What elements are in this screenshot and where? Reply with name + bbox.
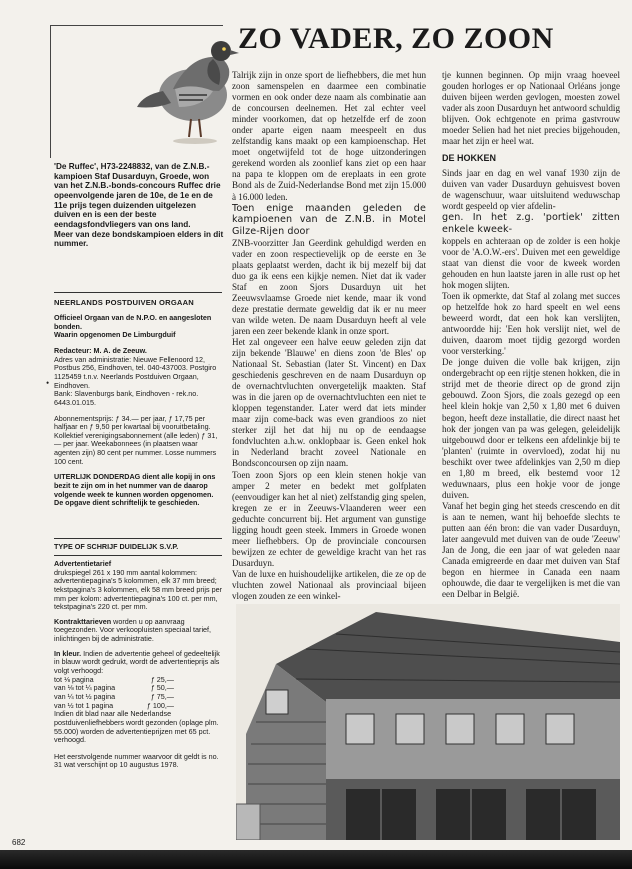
caption-more: Meer van deze bondskampioen elders in dit nummer.	[54, 229, 224, 249]
article-paragraph-underlined: Toen enige maanden geleden de kampioenen van de Z.N.B. in Motel Gilze-Rijen door	[232, 202, 426, 237]
article-column-2	[442, 70, 620, 648]
divider	[54, 292, 222, 293]
masthead-deadline: UITERLIJK DONDERDAG dient alle kopij in ons bezit te zijn om in het nummer van de daarop volgende week te kunnen worden opgenomen. De opgave dient schriftelijk te geschieden.	[54, 472, 216, 508]
rates-heading: Advertentietarief	[54, 559, 112, 568]
masthead-address: Adres van administratie: Nieuwe Fellenoord 12, Postbus 256, Eindhoven, tel. 040-437003. Postgiro 1125459 t.n.v. Neerlands Postduiven Orgaan, Eindhoven.	[54, 354, 217, 390]
rates-text: drukspiegel 261 x 190 mm aantal kolommen: advertentiepagina's 5 kolommen, elk 37 mm breed; tekstpagina's 3 kolommen, elk 58 mm breed prijs per mm per kolom: advertentiepagina's 100 ct. per mm, tekstpagina's 220 ct. per mm.	[54, 567, 222, 612]
ad-rates	[54, 560, 224, 770]
contract-heading: Kontrakttarieven	[54, 616, 112, 626]
article-paragraph-underlined: gen. In het z.g. 'portiek' zitten enkele kweek-	[442, 212, 620, 236]
masthead-official: Officieel Orgaan van de N.P.O. en aangesloten bonden.	[54, 313, 212, 331]
masthead-editor: Redacteur: M. A. de Zeeuw.	[54, 346, 147, 356]
masthead-merged: Waarin opgenomen De Limburgduif	[54, 330, 176, 340]
article-paragraph: Vanaf het begin ging het steeds crescendo en dit is aan te nemen, want hij behoefde slechts te putten aan één bron: die van vader Dusarduyn, later aangevuld met duiven van de oude 'Zeeuw' Jan de Jong, die een jaar of wat geleden naar Canada emigreerde en daar met duiven van Staf begon en hiermee in Canada een naam ophouwde, die daar te vergelijken is met die van een Delbar in België.	[442, 500, 620, 600]
article-title: ZO VADER, ZO ZOON	[238, 22, 554, 55]
scan-edge	[0, 850, 632, 869]
article-paragraph: De jonge duiven die volle bak krijgen, zijn ondergebracht op een rijtje stenen hokken, die in strijd met de theorie direct op de grond zijn gebouwd. Zoon Sjors, die zoals gezegd op een heel klein hokje van 2,50 x 1,80 met 6 duiven begon, heeft deze installatie, die direct naast het hok der jongen van pa was gelegen, geleidelijk uitgebouwd door er telkens een afdelinkje bij te 'planten' (ruimte in overvloed), zodat hij nu beschikt over twee afdelinkjes van 2,50 m diep en 1,80 m breed, elk bestemd voor 12 weduwnaars, plus een hokje voor de jonge duiven.	[442, 357, 620, 500]
color-text: Indien de advertentie geheel of gedeeltelijk in blauw wordt gedrukt, wordt de advertentieprijs als volgt verhoogd:	[54, 648, 220, 676]
print-notice	[54, 543, 224, 552]
contract-text: worden u op aanvraag toegezonden. Voor verkoopluisten speciaal tarief, inlichtingen bij de administratie.	[54, 616, 212, 644]
article-paragraph: Het zal ongeveer een halve eeuw geleden zijn dat zijn bekende 'Blauwe' en diens zoon 'de Bles' op Nationaal St. Sebastian (later St. Vincent) en Dax geschiedenis geschreven en de naam Dusarduyn op de overnachtvluchten onvergetelijk maakten. Staf was in die jaren op de overnachtvluchten een niet te kloppen tegenstander. Later werd dat iets minder maar zijn come-back was even grandioos zo niet sterker zijl het dat hij nu op de eendaagse fondvluchten a.h.w. onklopbaar is. Geen enkel hok in Nederland bracht zoveel Nationale en Bondsconcoursen op zijn naam.	[232, 336, 426, 469]
color-price-table	[54, 676, 174, 711]
article-paragraph: Sinds jaar en dag en wel vanaf 1930 zijn de duiven van vader Dusarduyn gehuisvest boven de wagenschuur, waar uitsluitend weduwschap wordt gespeeld op vier afdelin-	[442, 168, 620, 212]
divider	[54, 538, 222, 539]
article-paragraph: ZNB-voorzitter Jan Geerdink gehuldigd werden en vader en zoon respectievelijk op de eerste en 3e plaats geplaatst werden, dacht ik bij mezelf bij dat duo ga ik eens een kijkje nemen. Niet dat ik vader Staf en zoon Sjors Dusarduyn uit het Zeeuwsvlaamse Groede niet kende, maar ik vond deze prestatie dermate geweldig dat ik er nu meer van wilde weten. De naam Dusarduyn heeft al vele jaren een zeer bekende klank in onze sport.	[232, 237, 426, 336]
masthead-subscriptions: Abonnementsprijs: ƒ 34.— per jaar, ƒ 17,75 per halfjaar en ƒ 9,50 per kwartaal bij vooruitbetaling. Kollektief verenigingsabonnement (alle leden) ƒ 31,— per jaar. Weekabonnees (in plaatsen waar agenten zijn) 80 cent per nummer. Losse nummers 100 cent.	[54, 413, 218, 466]
article-column-1	[232, 70, 426, 602]
price-row: van ⅛ tot ¼ pagina ƒ 50,—	[54, 683, 174, 693]
pigeon-photo	[50, 25, 223, 158]
article-paragraph: Talrijk zijn in onze sport de liefhebbers, die met hun zoon samenspelen en daarmee een combinatie vormen en ook onder deze naam als combinatie aan de concoursen deelnemen. Het zal echter veel minder voorkomen, dat op hetzelfde erf de zoon onder aparte eigen naam meespeelt en dus zelfstandig kans maakt op een kampioenschap. Het moet ongetwijfeld tot de hoge uitzonderingen gerekend worden als zoonlief kans ziet op een haar na papa te kloppen om de ereplaats in een grote Bond als de Zuid-Nederlandse Bond met zijn 15.000 à 16.000 leden.	[232, 70, 426, 202]
article-paragraph: tje kunnen beginnen. Op mijn vraag hoeveel gouden horloges er op Nationaal Orléans jonge duiven bijeen werden gevlogen, moesten zowel vader als zoon Dusarduyn het antwoord schuldig blijven. Ook echtgenote en prima gastvrouw moeder Selien had het niet precies bijgehouden, maar het zijn er heel wat.	[442, 70, 620, 147]
masthead-bank: Bank: Slavenburgs bank, Eindhoven - rek.no. 6443.01.015.	[54, 389, 199, 407]
masthead	[54, 298, 224, 508]
caption-text: 'De Ruffec', H73-2248832, van de Z.N.B.-kampioen Staf Dusarduyn, Groede, won van het Z.N.B.-bonds-concours Ruffec drie opeenvolgende jaren de 10e, de 1e en de 11e prijs tegen duizenden uitgelezen duiven en is een der beste eendagsfondvliegers van ons land.	[54, 162, 221, 230]
price-row: van ¼ tot ½ pagina ƒ 75,—	[54, 691, 174, 701]
margin-mark-icon: •	[46, 378, 50, 388]
article-paragraph: Toen zoon Sjors op een klein stenen hokje van amper 2 meter en bedekt met golfplaten (eenvoudiger kan het al niet) zelfstandig ging spelen, kregen ze er in Zeeuws-Vlaanderen weer een geduchte concurrent bij. Het argument van gunstige ligging houdt geen steek. Immers in Groede wonen meer liefhebbers. Op de provinciale concoursen bewijzen ze echter de geweldige kracht van het ras Dusarduyn.	[232, 469, 426, 568]
article-paragraph: koppels en achteraan op de zolder is een hokje voor de 'A.O.W.-ers'. Duiven met een geweldige staat van dienst die voor de kweek worden gehouden en hun laatste jaren in alle rust op het hok mogen slijten.	[442, 235, 620, 290]
loft-photo	[236, 604, 620, 840]
pigeon-caption	[54, 162, 224, 249]
loft-building-illustration	[236, 604, 620, 840]
first-issue-text: Het eerstvolgende nummer waarvoor dit geldt is no. 31 wat verschijnt op 10 augustus 1978.	[54, 751, 219, 770]
color-heading: In kleur.	[54, 648, 82, 658]
masthead-name: NEERLANDS POSTDUIVEN ORGAAN	[54, 298, 194, 307]
article-paragraph: Toen ik opmerkte, dat Staf al zolang met succes op hetzelfde hok zo hard speelt en wel eens beweerd wordt, dat een hok kan verslijten, antwoordde hij: 'Een hok verslijt niet, wel de duiven, daarom moet tijdig gezorgd worden voor versterking.'	[442, 290, 620, 357]
section-heading: DE HOKKEN	[442, 153, 497, 164]
divider	[54, 555, 222, 556]
page-number: 682	[12, 838, 26, 847]
article-paragraph: Van de luxe en huishoudelijke artikelen, die ze op de vluchten zowel Nationaal als provinciaal bijeen vlogen zouden ze een winkel-	[232, 568, 426, 602]
print-type-notice: TYPE OF SCHRIJF DUIDELIJK S.V.P.	[54, 542, 179, 551]
insert-text: Indien dit blad naar alle Nederlandse postduivenliefhebbers wordt gezonden (oplage plm. 55.000) worden de advertentieprijzen met 65 pct. verhoogd.	[54, 709, 219, 745]
price-row: tot ⅛ pagina ƒ 25,—	[54, 674, 174, 684]
price-row: van ½ tot 1 pagina ƒ 100,—	[54, 700, 174, 710]
